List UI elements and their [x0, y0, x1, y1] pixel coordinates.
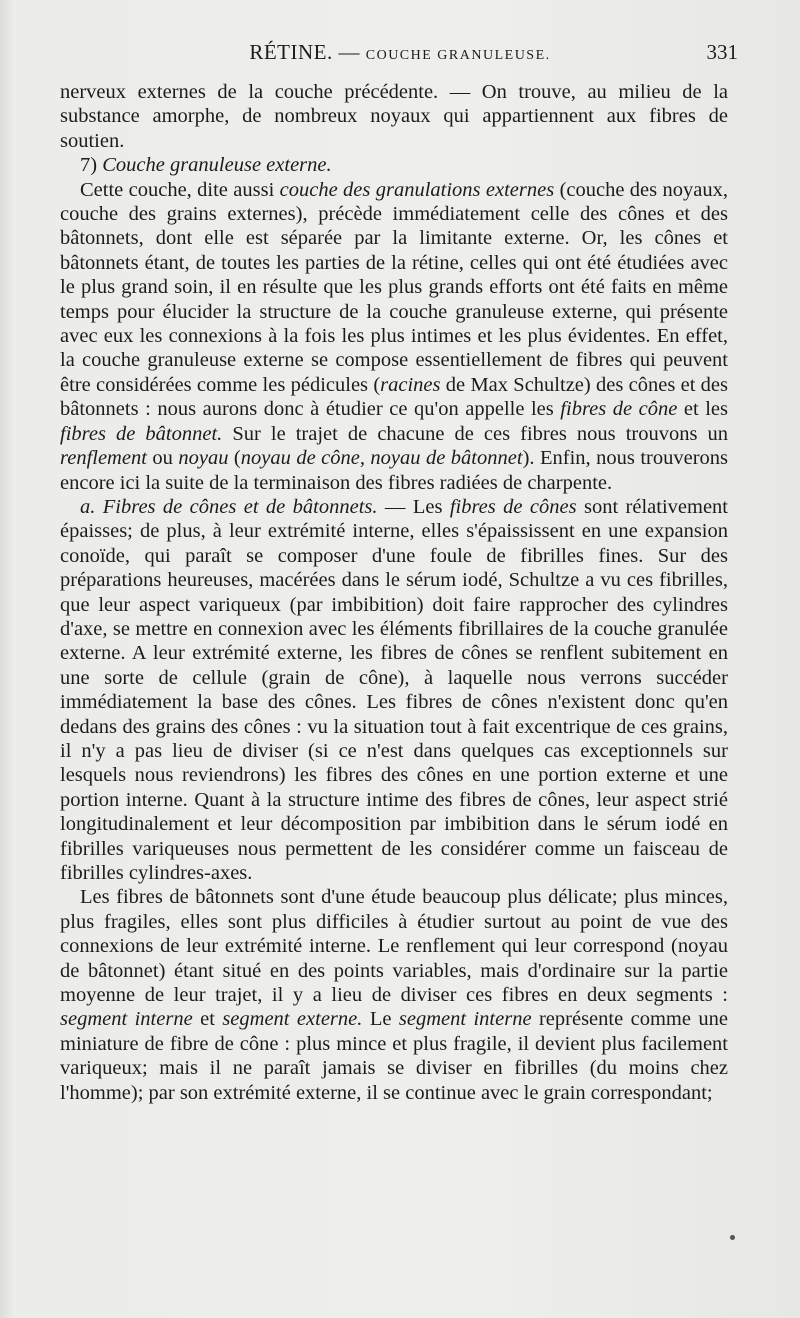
section-title: Couche granuleuse externe. — [102, 154, 332, 177]
text-run: Le — [362, 1008, 399, 1031]
italic-run: noyau de cône, noyau de bâtonnet — [240, 447, 523, 470]
text-run: ( — [228, 447, 241, 470]
paragraph-batonnets — [60, 885, 728, 1105]
italic-run: fibres de bâtonnet. — [60, 422, 223, 445]
text-run: de Max Schultze) des cônes et des bâtonnets : nous aurons donc à étudier ce qu'on appelle les — [60, 373, 729, 421]
italic-run: fibres de cône — [560, 398, 678, 421]
italic-run: racines — [380, 373, 441, 396]
italic-run: couche des granulations externes — [279, 178, 555, 201]
text-run: nerveux externes de la couche précédente. — On trouve, au milieu de la substance amorphe, de nombreux noyaux qui appartiennent aux fibres de soutien. — [60, 81, 728, 152]
title-sub: COUCHE GRANULEUSE. — [365, 48, 551, 63]
text-run: représente comme une miniature de fibre de cône : plus mince et plus fragile, il devient plus facilement variqueux; mais il ne paraît jamais se diviser en fibrilles (du moins chez l'homme); par son extrémité externe, il se continue avec le grain correspondant; — [60, 1008, 728, 1104]
page-number: 331 — [706, 40, 738, 64]
text-run: et — [192, 1008, 223, 1031]
paragraph-fibres — [60, 495, 728, 886]
ink-speck — [730, 1235, 735, 1240]
text-run: Cette couche, dite aussi — [80, 178, 280, 201]
italic-run: renflement — [60, 447, 147, 470]
title-dash: — — [332, 40, 366, 64]
text-run: Les fibres de bâtonnets sont d'une étude beaucoup plus délicate; plus minces, plus fragiles, elles sont plus difficiles à étudier surtout au point de vue des connexions de leur extrémité interne. Le renflement qui leur correspond (noyau de bâtonnet) étant situé en des points variables, mais d'ordinaire sur la partie moyenne de leur trajet, il y a lieu de diviser ces fibres en deux segments : — [60, 886, 728, 1007]
title-main: RÉTINE. — [249, 40, 333, 64]
section-number: 7) — [80, 154, 103, 177]
text-run: — Les — [377, 495, 450, 518]
italic-run: noyau — [178, 447, 229, 470]
running-title — [60, 40, 740, 65]
text-run: et les — [677, 398, 729, 421]
running-header — [60, 40, 740, 74]
section-heading — [60, 153, 728, 177]
paragraph-granuleuse — [60, 178, 728, 495]
subsection-title: a. Fibres de cônes et de bâtonnets. — [80, 495, 378, 518]
text-run: Sur le trajet de chacune de ces fibres nous trouvons un — [222, 422, 728, 445]
italic-run: segment externe. — [222, 1008, 363, 1031]
text-run: ). Enfin, nous trouverons encore ici la suite de la terminaison des fibres radiées de charpente. — [60, 447, 728, 494]
italic-run: segment interne — [60, 1008, 193, 1031]
text-run: ou — [146, 447, 179, 470]
paragraph-continuation — [60, 80, 728, 153]
italic-run: fibres de cônes — [449, 495, 577, 518]
italic-run: segment interne — [398, 1008, 532, 1031]
body-text — [60, 80, 728, 1105]
text-run: (couche des noyaux, couche des grains externes), précède immédiatement celle des cônes et des bâtonnets, dont elle est séparée par la limitante externe. Or, les cônes et bâtonnets étant, de toutes les parties de la rétine, celles qui ont été étudiées avec le plus grand soin, il en résulte que les plus grands efforts ont été faits en même temps pour élucider la structure de la couche granuleuse externe, qui présente avec eux les connexions à la fois les plus intimes et les plus évidentes. En effet, la couche granuleuse externe se compose essentiellement de fibres qui peuvent être considérées comme les pédicules ( — [60, 178, 728, 396]
text-run: sont rélativement épaisses; de plus, à leur extrémité interne, elles s'épaississent en une expansion conoïde, qui paraît se composer d'une foule de fibrilles fines. Sur des préparations heureuses, macérées dans le sérum iodé, Schultze a vu ces fibrilles, que leur aspect variqueux (par imbibition) doit faire rapprocher des cylindres d'axe, se mettre en connexion avec les éléments fibrillaires de la couche granulée externe. A leur extrémité externe, les fibres de cônes se renflent subitement en une sorte de cellule (grain de cône), à laquelle nous verrons succéder immédiatement la base des cônes. Les fibres de cônes n'existent donc qu'en dedans des grains des cônes : vu la situation tout à fait excentrique de ces grains, il n'y a pas lieu de diviser (si ce n'est dans quelques cas exceptionnels sur lesquels nous reviendrons) les fibres des cônes en une portion externe et une portion interne. Quant à la structure intime des fibres de cônes, leur aspect strié longitudinalement et leur décomposition par imbibition dans le sérum iodé en fibrilles variqueuses nous permettent de les considérer comme un faisceau de fibrilles cylindres-axes. — [60, 495, 729, 884]
